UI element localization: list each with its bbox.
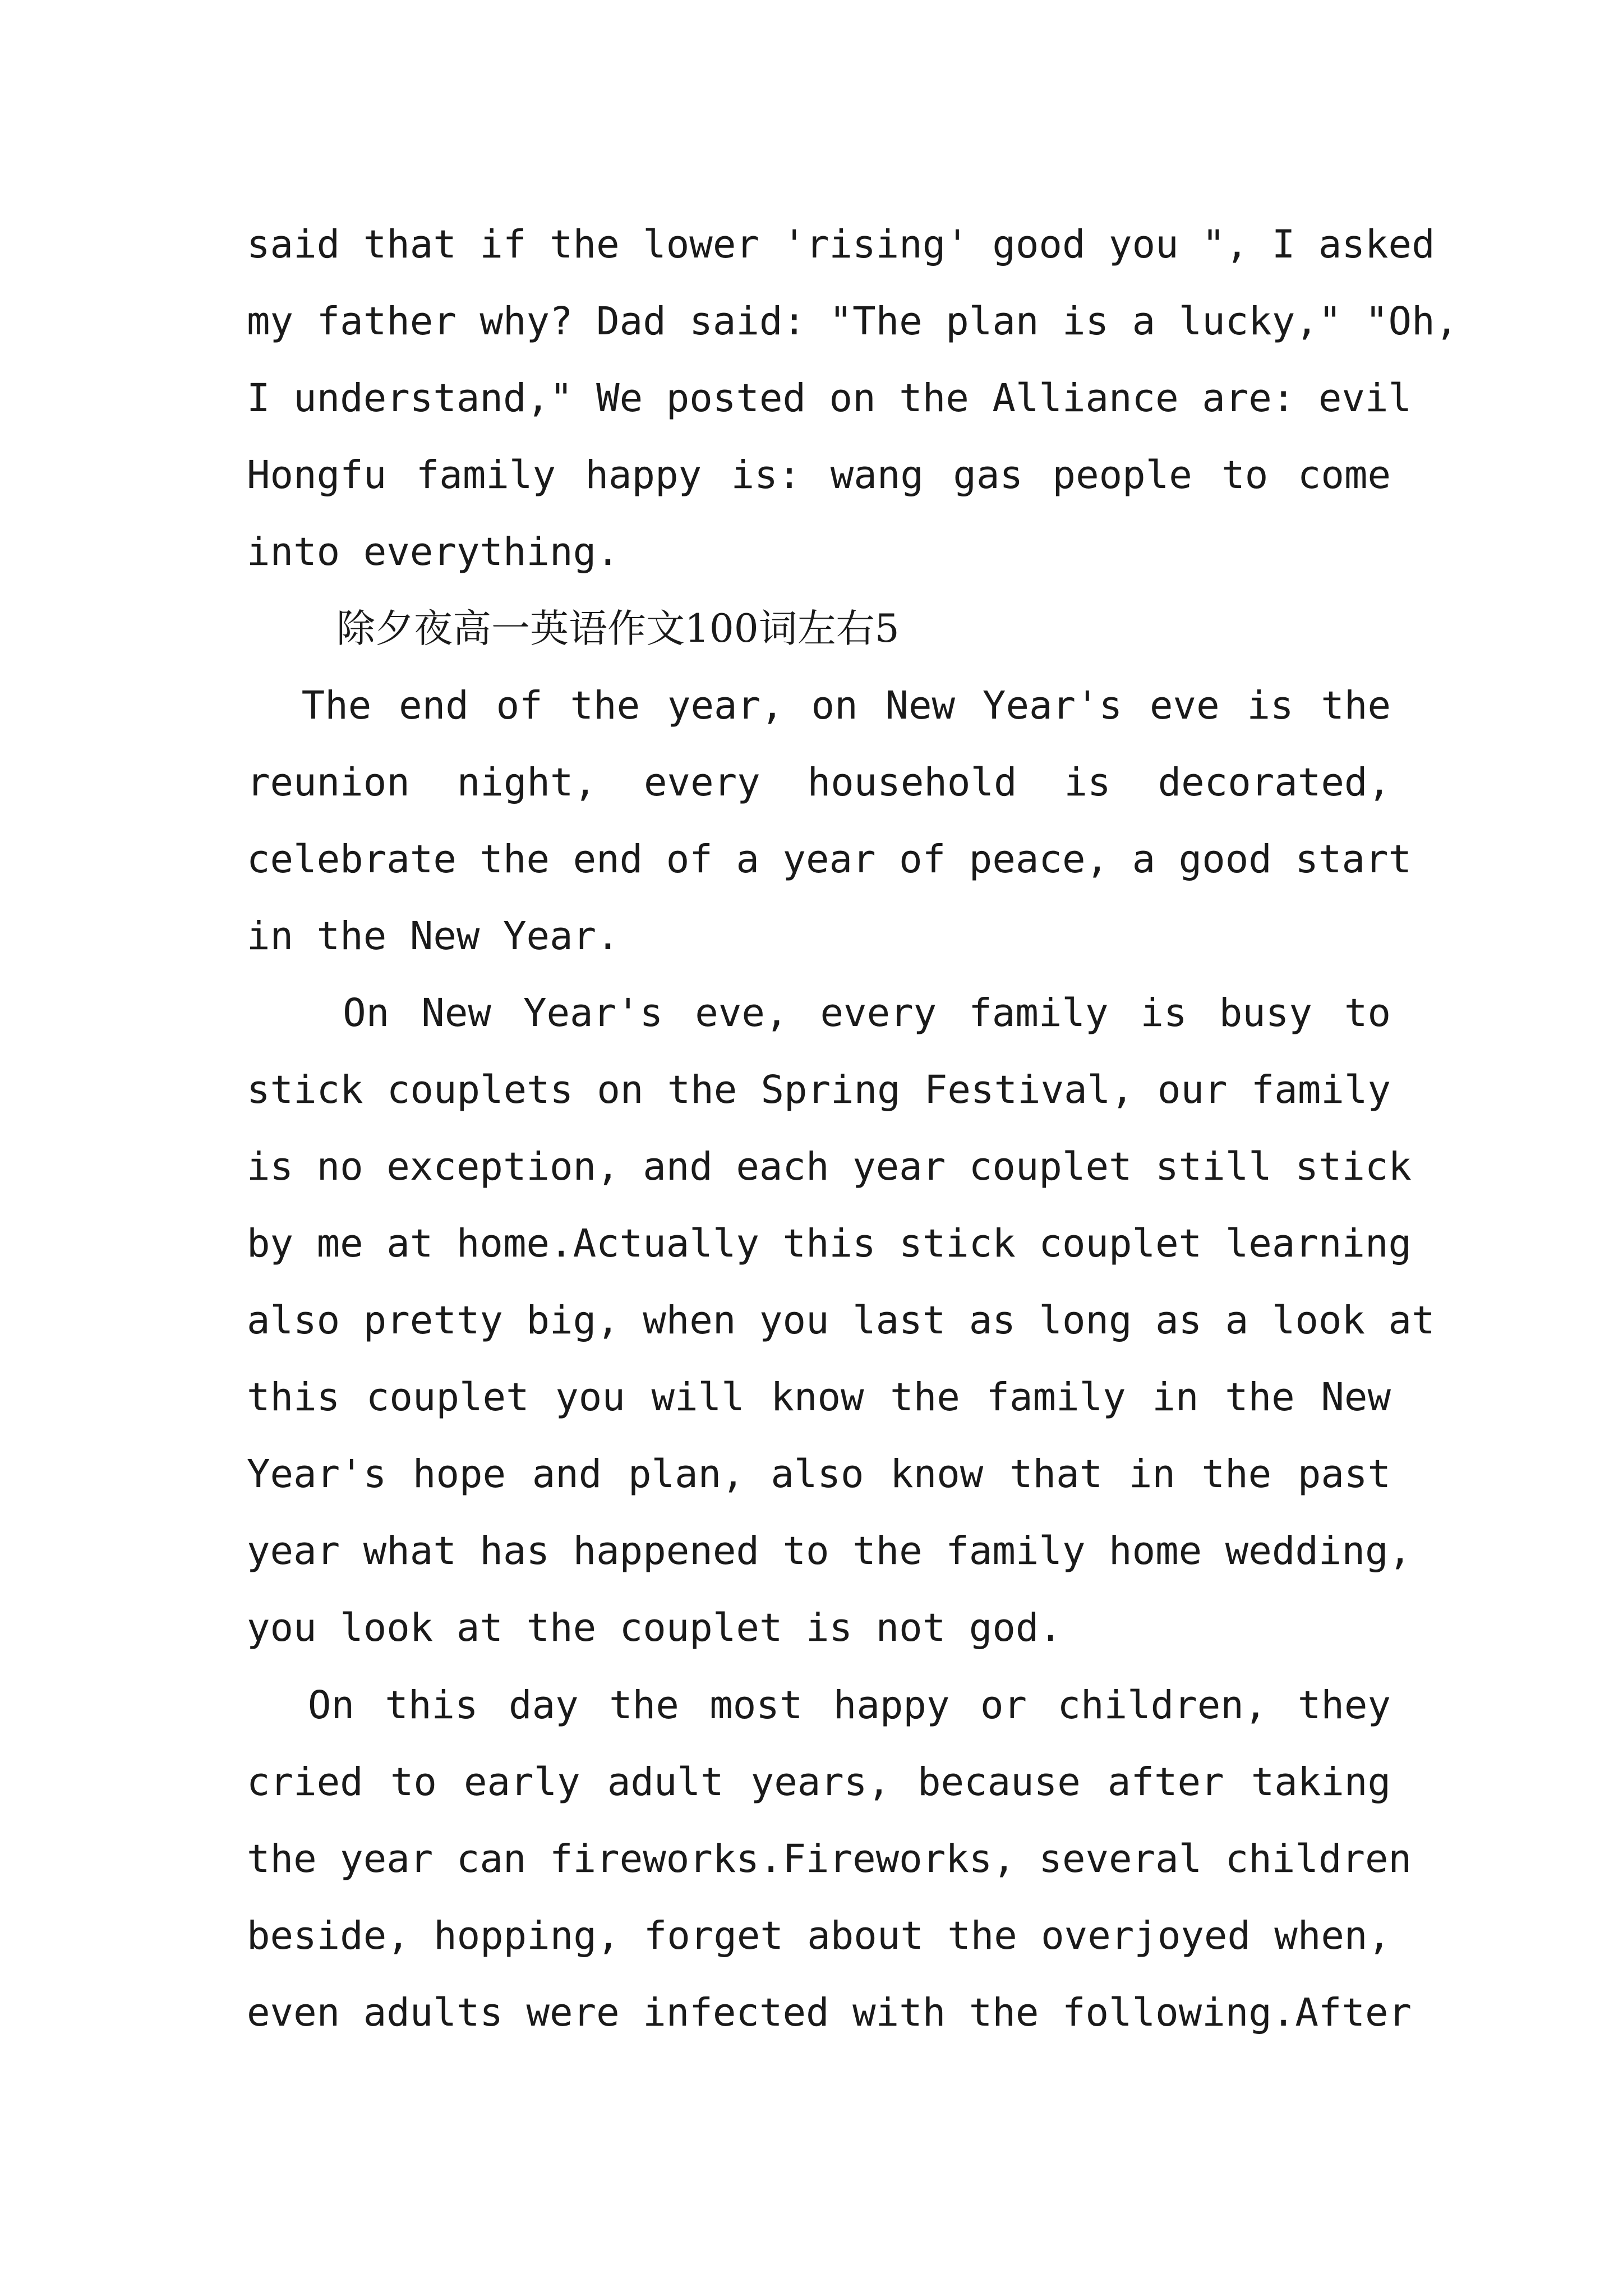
paragraph-line: you look at the couplet is not god. <box>247 1605 1062 1650</box>
paragraph-3 <box>247 975 1435 1667</box>
paragraph-line: The end of the year, on New Year's eve is the <box>247 683 1391 728</box>
paragraph-line: On New Year's eve, every family is busy to <box>247 991 1391 1036</box>
paragraph-line: also pretty big, when you last as long as a look at <box>247 1298 1435 1343</box>
section-heading: 除夕夜高一英语作文100词左右5 <box>336 606 900 651</box>
paragraph-line: On this day the most happy or children, they <box>247 1683 1391 1728</box>
paragraph-line: even adults were infected with the following.After <box>247 1990 1412 2035</box>
paragraph-line: Year's hope and plan, also know that in the past <box>247 1452 1391 1497</box>
paragraph-4 <box>247 1667 1412 2051</box>
paragraph-line: reunion night, every household is decorated, <box>247 760 1391 805</box>
paragraph-line: cried to early adult years, because after taking <box>247 1760 1391 1805</box>
paragraph-line: the year can fireworks.Fireworks, several children <box>247 1837 1412 1881</box>
paragraph-line: Hongfu family happy is: wang gas people to come <box>247 453 1391 498</box>
paragraph-line: this couplet you will know the family in the New <box>247 1375 1391 1420</box>
paragraph-line: stick couplets on the Spring Festival, our family <box>247 1068 1391 1112</box>
paragraph-line: I understand," We posted on the Alliance are: evil <box>247 376 1412 421</box>
paragraph-line: in the New Year. <box>247 914 620 959</box>
paragraph-line: into everything. <box>247 530 620 574</box>
paragraph-line: year what has happened to the family home wedding, <box>247 1529 1412 1573</box>
paragraph-2 <box>247 668 1412 975</box>
paragraph-line: said that if the lower 'rising' good you ", I asked <box>247 222 1435 267</box>
paragraph-line: celebrate the end of a year of peace, a good start <box>247 837 1412 882</box>
paragraph-line: by me at home.Actually this stick couplet learning <box>247 1221 1412 1266</box>
paragraph-line: my father why? Dad said: "The plan is a lucky," "Oh, <box>247 299 1459 344</box>
paragraph-line: is no exception, and each year couplet still stick <box>247 1144 1412 1189</box>
paragraph-line: beside, hopping, forget about the overjoyed when, <box>247 1913 1391 1958</box>
paragraph-1 <box>247 206 1459 591</box>
